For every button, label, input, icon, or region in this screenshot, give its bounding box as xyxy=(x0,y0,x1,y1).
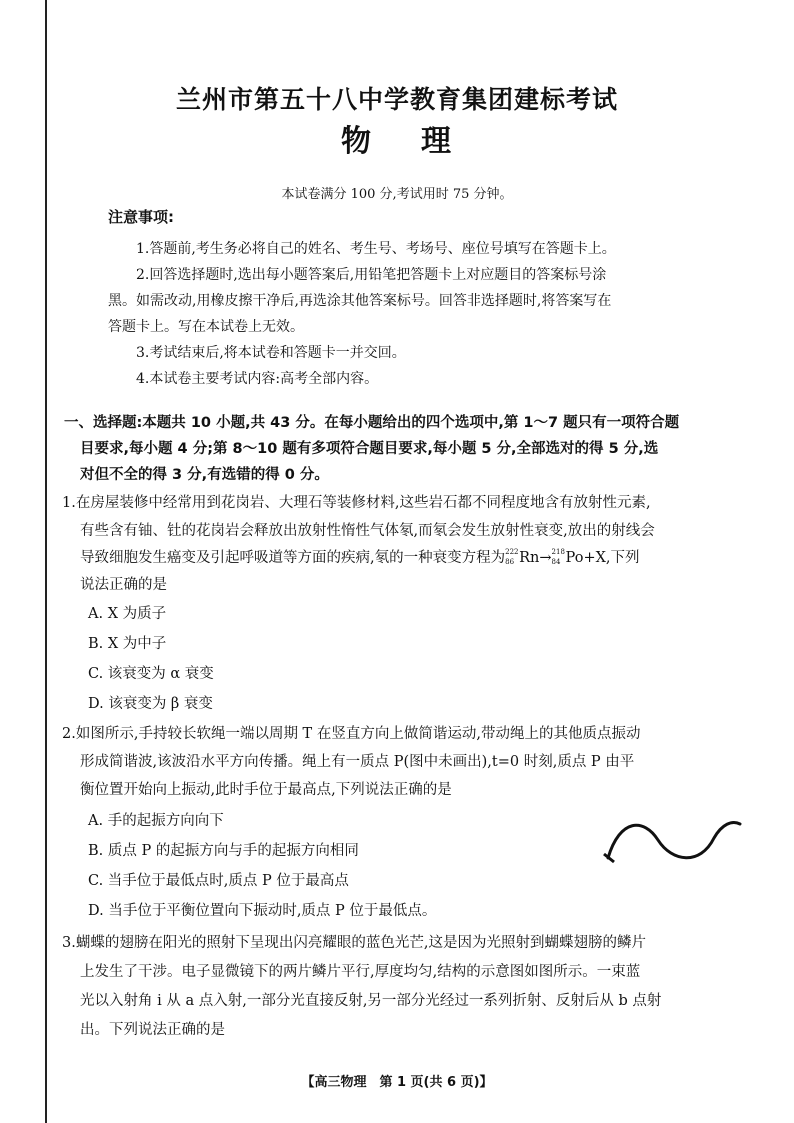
subject-char-1: 物 xyxy=(341,124,373,159)
section-1-line-1: 一、选择题:本题共 10 小题,共 43 分。在每小题给出的四个选项中,第 1～7 题只有一项符合题 xyxy=(64,415,680,431)
rn-nuclide-numbers xyxy=(505,549,519,567)
section-1-line-2: 目要求,每小题 4 分;第 8～10 题有多项符合题目要求,每小题 5 分,全部选对的得 5 分,选 xyxy=(80,441,659,457)
rn-mass-number: 222 xyxy=(505,548,519,556)
q1-line-3-end: +X,下列 xyxy=(583,550,640,566)
decay-equation xyxy=(505,549,583,567)
q1-line-3-text: 导致细胞发生癌变及引起呼吸道等方面的疾病,氡的一种衰变方程为 xyxy=(80,550,506,566)
q2-line-3: 衡位置开始向上振动,此时手位于最高点,下列说法正确的是 xyxy=(80,782,452,798)
po-atomic-number: 84 xyxy=(551,558,561,566)
notice-item-2-line-1: 2.回答选择题时,选出每小题答案后,用铅笔把答题卡上对应题目的答案标号涂 xyxy=(136,267,607,283)
q2-option-b: B. 质点 P 的起振方向与手的起振方向相同 xyxy=(88,843,359,859)
q3-line-3: 光以入射角 i 从 a 点入射,一部分光直接反射,另一部分光经过一系列折射、反射后从 b 点射 xyxy=(80,993,662,1009)
q1-option-b: B. X 为中子 xyxy=(88,636,167,652)
po-nuclide-numbers xyxy=(552,549,566,567)
q1-option-a: A. X 为质子 xyxy=(88,606,167,622)
notice-item-2-line-2: 黑。如需改动,用橡皮擦干净后,再选涂其他答案标号。回答非选择题时,将答案写在 xyxy=(108,293,612,309)
rope-wave-curve xyxy=(608,823,740,858)
binding-line xyxy=(45,0,47,1123)
q3-line-2: 上发生了干涉。电子显微镜下的两片鳞片平行,厚度均匀,结构的示意图如图所示。一束蓝 xyxy=(80,964,641,980)
notice-item-4: 4.本试卷主要考试内容:高考全部内容。 xyxy=(136,371,379,387)
rn-symbol: Rn xyxy=(519,550,540,566)
po-symbol: Po xyxy=(565,550,584,566)
page-footer: 【高三物理 第 1 页(共 6 页)】 xyxy=(301,1075,493,1090)
exam-info: 本试卷满分 100 分,考试用时 75 分钟。 xyxy=(281,187,513,202)
q1-line-1: 1.在房屋装修中经常用到花岗岩、大理石等装修材料,这些岩石都不同程度地含有放射性元素, xyxy=(62,495,651,511)
school-title: 兰州市第五十八中学教育集团建标考试 xyxy=(175,85,618,114)
po-mass-number: 218 xyxy=(551,548,565,556)
q1-line-4: 说法正确的是 xyxy=(80,577,167,593)
decay-arrow: → xyxy=(539,550,552,566)
q1-option-d: D. 该衰变为 β 衰变 xyxy=(88,696,213,712)
notice-heading: 注意事项: xyxy=(108,208,174,226)
q3-line-4: 出。下列说法正确的是 xyxy=(80,1022,225,1038)
q2-option-c: C. 当手位于最低点时,质点 P 位于最高点 xyxy=(88,873,349,889)
q3-line-1: 3.蝴蝶的翅膀在阳光的照射下呈现出闪亮耀眼的蓝色光芒,这是因为光照射到蝴蝶翅膀的鳞片 xyxy=(62,935,646,951)
q2-option-d: D. 当手位于平衡位置向下振动时,质点 P 位于最低点。 xyxy=(88,903,437,919)
q1-line-3 xyxy=(80,546,640,567)
q2-line-1: 2.如图所示,手持较长软绳一端以周期 T 在竖直方向上做简谐运动,带动绳上的其他质点振动 xyxy=(62,726,641,742)
rn-atomic-number: 86 xyxy=(505,558,515,566)
q2-option-a: A. 手的起振方向向下 xyxy=(88,813,224,829)
subject-title xyxy=(0,116,794,160)
subject-char-2: 理 xyxy=(421,124,453,159)
notice-item-3: 3.考试结束后,将本试卷和答题卡一并交回。 xyxy=(136,345,406,361)
rope-wave-figure xyxy=(600,810,745,870)
q1-option-c: C. 该衰变为 α 衰变 xyxy=(88,666,214,682)
q1-line-2: 有些含有铀、钍的花岗岩会释放出放射性惰性气体氡,而氡会发生放射性衰变,放出的射线会 xyxy=(80,523,655,539)
q2-line-2: 形成简谐波,该波沿水平方向传播。绳上有一质点 P(图中未画出),t=0 时刻,质点 P 由平 xyxy=(80,754,635,770)
section-1-line-3: 对但不全的得 3 分,有选错的得 0 分。 xyxy=(80,467,329,483)
notice-item-2-line-3: 答题卡上。写在本试卷上无效。 xyxy=(108,319,304,335)
notice-item-1: 1.答题前,考生务必将自己的姓名、考生号、考场号、座位号填写在答题卡上。 xyxy=(136,241,616,257)
